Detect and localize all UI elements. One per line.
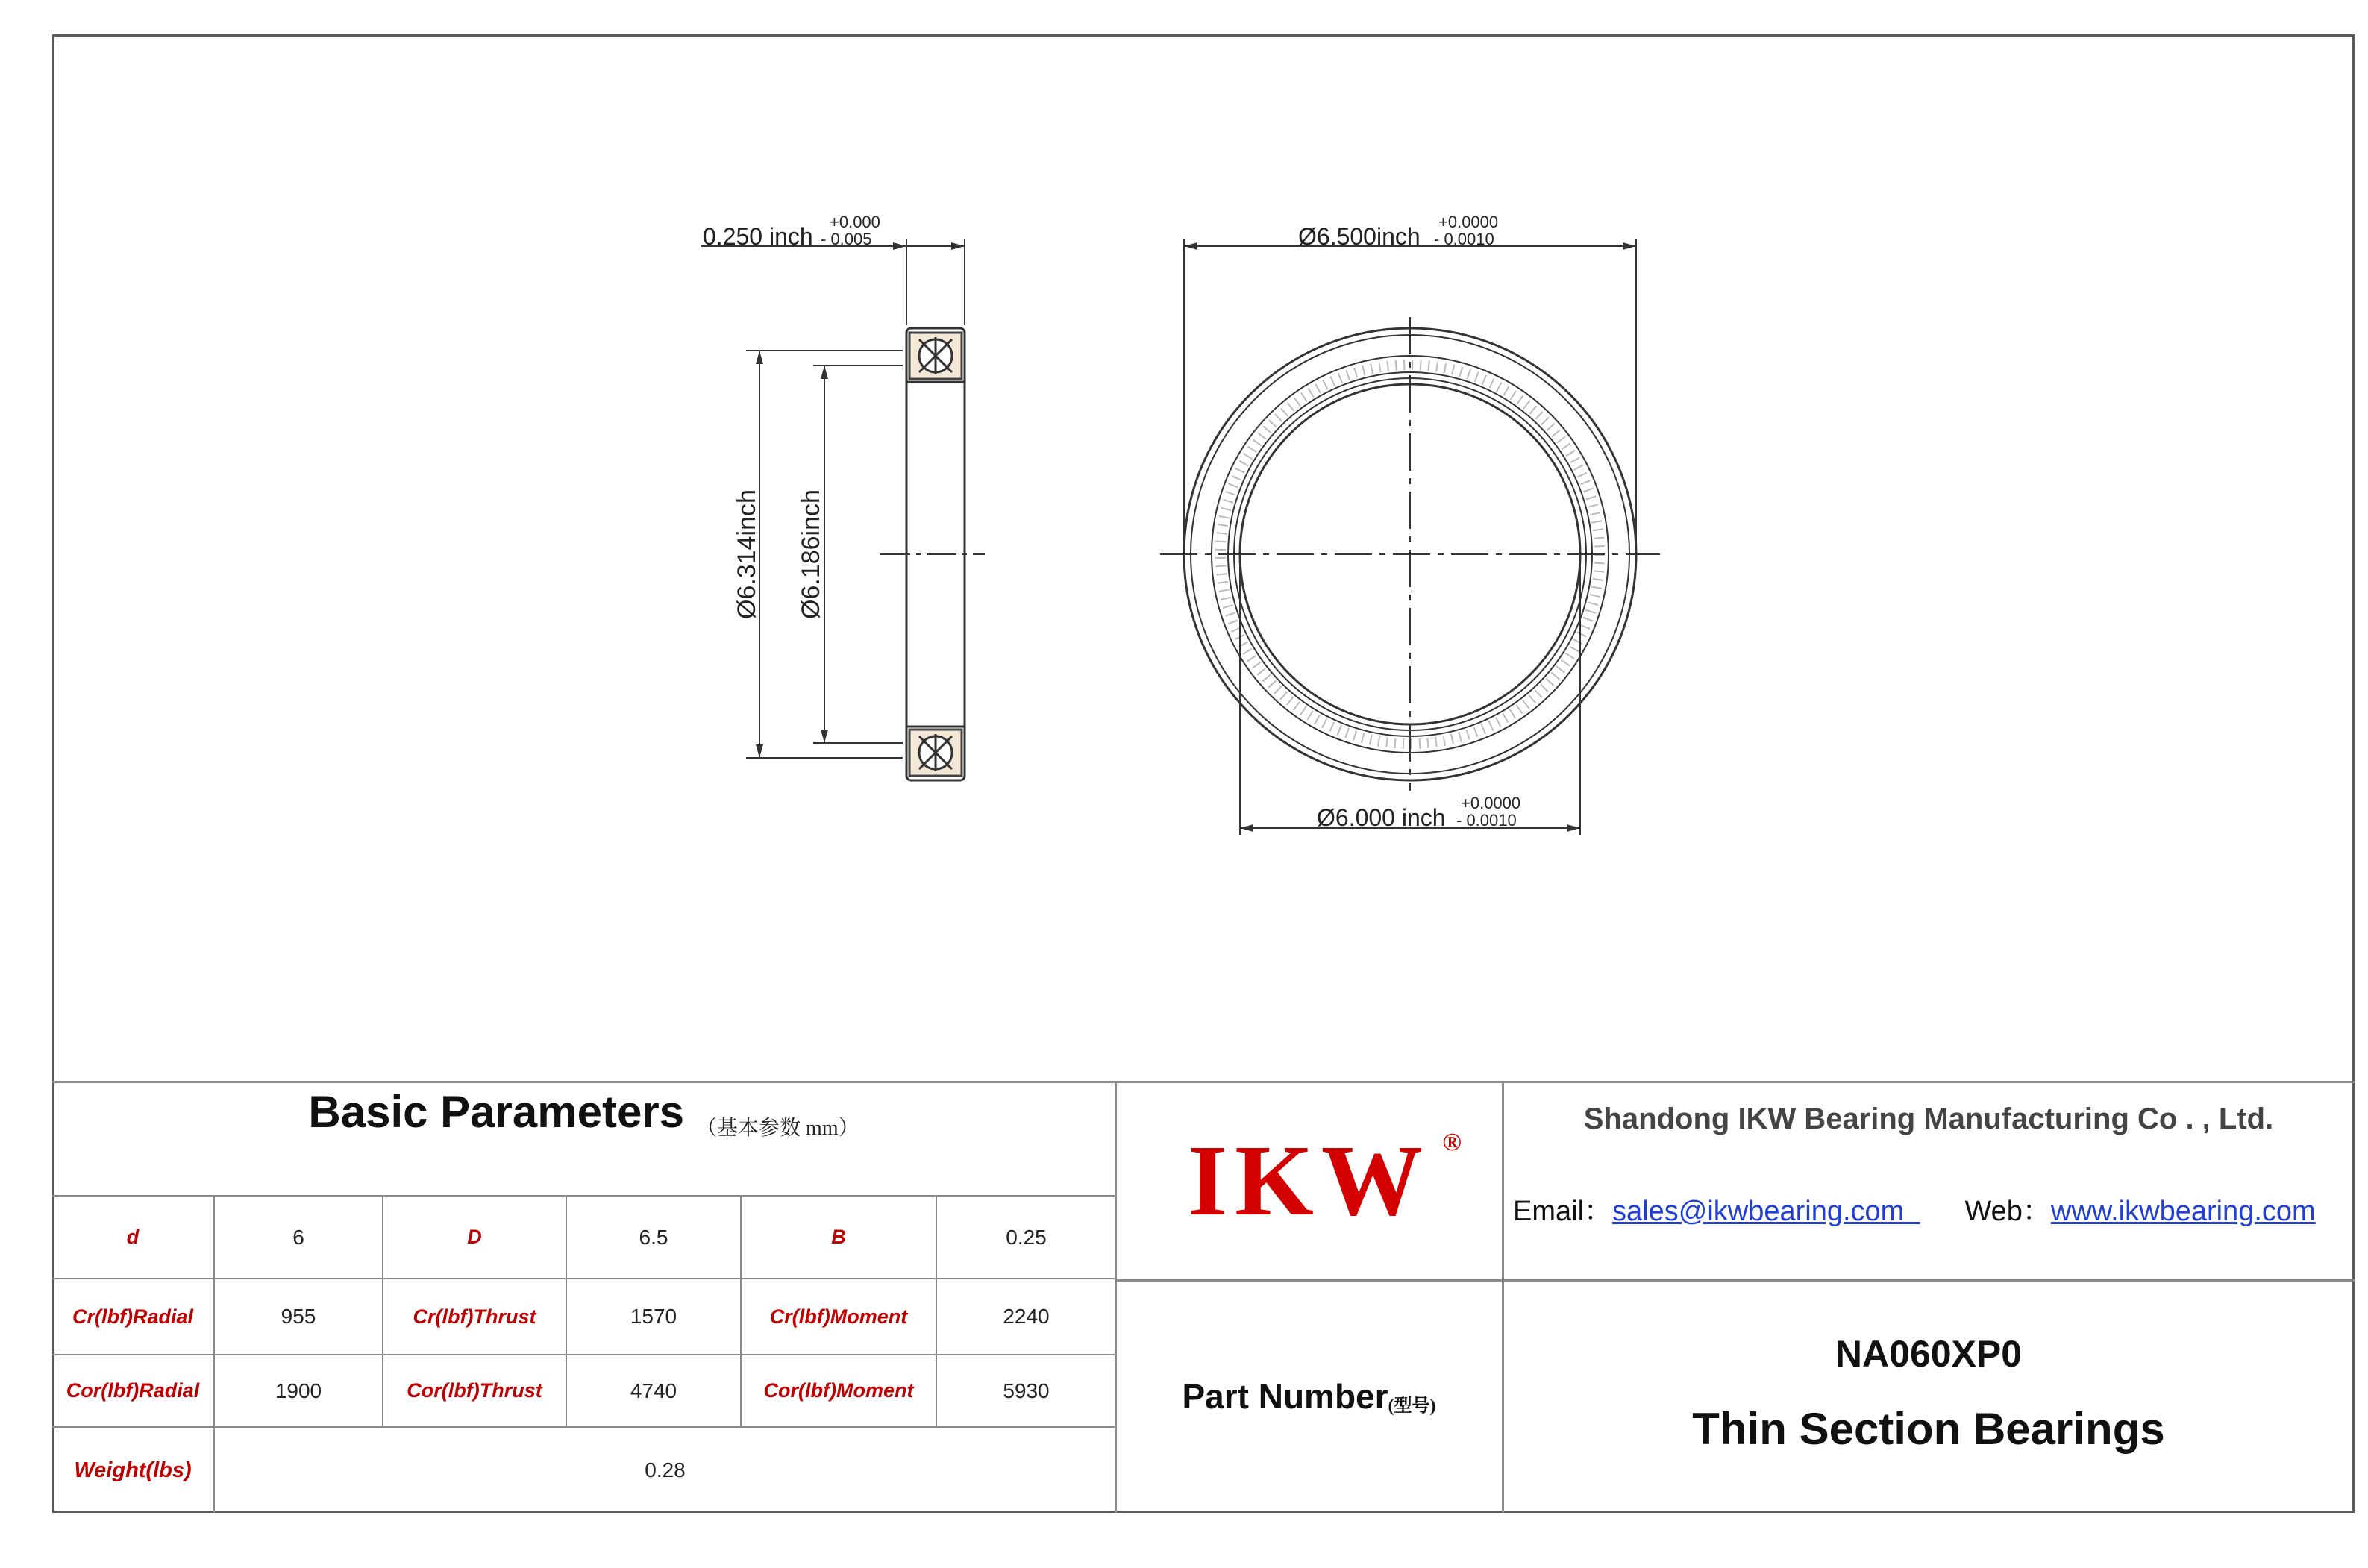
side-inner-dim-text: Ø6.186inch — [797, 489, 825, 619]
side-outer-dim-text: Ø6.314inch — [733, 489, 761, 619]
registered-mark: ® — [1442, 1129, 1462, 1156]
company-info — [1503, 1082, 2355, 1280]
logo-cell — [1115, 1082, 1503, 1280]
outer-dim-text: Ø6.500inch — [1298, 223, 1421, 250]
email-link[interactable]: sales@ikwbearing.com — [1612, 1196, 1920, 1227]
company-name: Shandong IKW Bearing Manufacturing Co . , Ltd. — [1583, 1103, 2274, 1135]
top-ball-section — [909, 333, 962, 379]
outer-dim-tol-lower: - 0.0010 — [1434, 230, 1494, 248]
param-label-cr-thrust: Cr(lbf)Thrust — [413, 1305, 536, 1328]
param-value-cr-radial: 955 — [281, 1305, 316, 1328]
param-label-D: D — [467, 1226, 482, 1248]
basic-parameters-header — [52, 1082, 1115, 1195]
basic-parameters-subtitle: （基本参数 mm） — [696, 1117, 859, 1140]
param-label-weight: Weight(lbs) — [74, 1458, 192, 1482]
width-dim-text: 0.250 inch — [703, 223, 813, 250]
part-number-label-sub: (型号) — [1388, 1396, 1436, 1416]
param-value-cor-moment: 5930 — [1003, 1379, 1050, 1402]
part-number-label-cell — [1115, 1280, 1503, 1513]
param-label-cr-radial: Cr(lbf)Radial — [72, 1305, 193, 1328]
inner-dim-text: Ø6.000 inch — [1317, 804, 1446, 831]
basic-parameters-table — [52, 1082, 1115, 1513]
param-value-B: 0.25 — [1006, 1225, 1047, 1249]
param-value-d: 6 — [292, 1225, 304, 1249]
width-dim-tol-upper: +0.000 — [830, 213, 880, 231]
outer-dim-tol-upper: +0.0000 — [1438, 213, 1499, 231]
website-link[interactable]: www.ikwbearing.com — [2050, 1196, 2316, 1227]
inner-dim-tol-lower: - 0.0010 — [1456, 811, 1517, 830]
bottom-ball-section — [909, 730, 962, 776]
param-label-cor-radial: Cor(lbf)Radial — [66, 1379, 200, 1402]
part-number-value-cell — [1503, 1280, 2355, 1513]
param-value-cr-moment: 2240 — [1003, 1305, 1050, 1328]
param-label-cor-thrust: Cor(lbf)Thrust — [407, 1379, 542, 1402]
param-label-B: B — [831, 1226, 846, 1248]
param-value-cor-thrust: 4740 — [630, 1379, 677, 1402]
ikw-logo-text: IKW — [1188, 1125, 1430, 1237]
product-type: Thin Section Bearings — [1692, 1404, 2165, 1454]
basic-parameters-title: Basic Parameters — [308, 1087, 685, 1137]
part-number-label: Part Number — [1182, 1377, 1388, 1416]
width-dim-tol-lower: - 0.005 — [821, 230, 872, 248]
web-label: Web： — [1964, 1196, 2051, 1227]
front-view — [1160, 239, 1660, 835]
email-label: Email： — [1513, 1196, 1613, 1227]
param-value-D: 6.5 — [639, 1225, 668, 1249]
param-label-d: d — [126, 1226, 140, 1248]
contact-row — [1513, 1188, 2316, 1229]
part-number: NA060XP0 — [1835, 1333, 2023, 1375]
param-label-cr-moment: Cr(lbf)Moment — [769, 1305, 908, 1328]
param-value-cor-radial: 1900 — [275, 1379, 322, 1402]
param-value-weight: 0.28 — [645, 1458, 686, 1481]
inner-dim-tol-upper: +0.0000 — [1461, 794, 1521, 812]
param-label-cor-moment: Cor(lbf)Moment — [763, 1379, 914, 1402]
ikw-logo — [1188, 1123, 1462, 1239]
param-value-cr-thrust: 1570 — [630, 1305, 677, 1328]
